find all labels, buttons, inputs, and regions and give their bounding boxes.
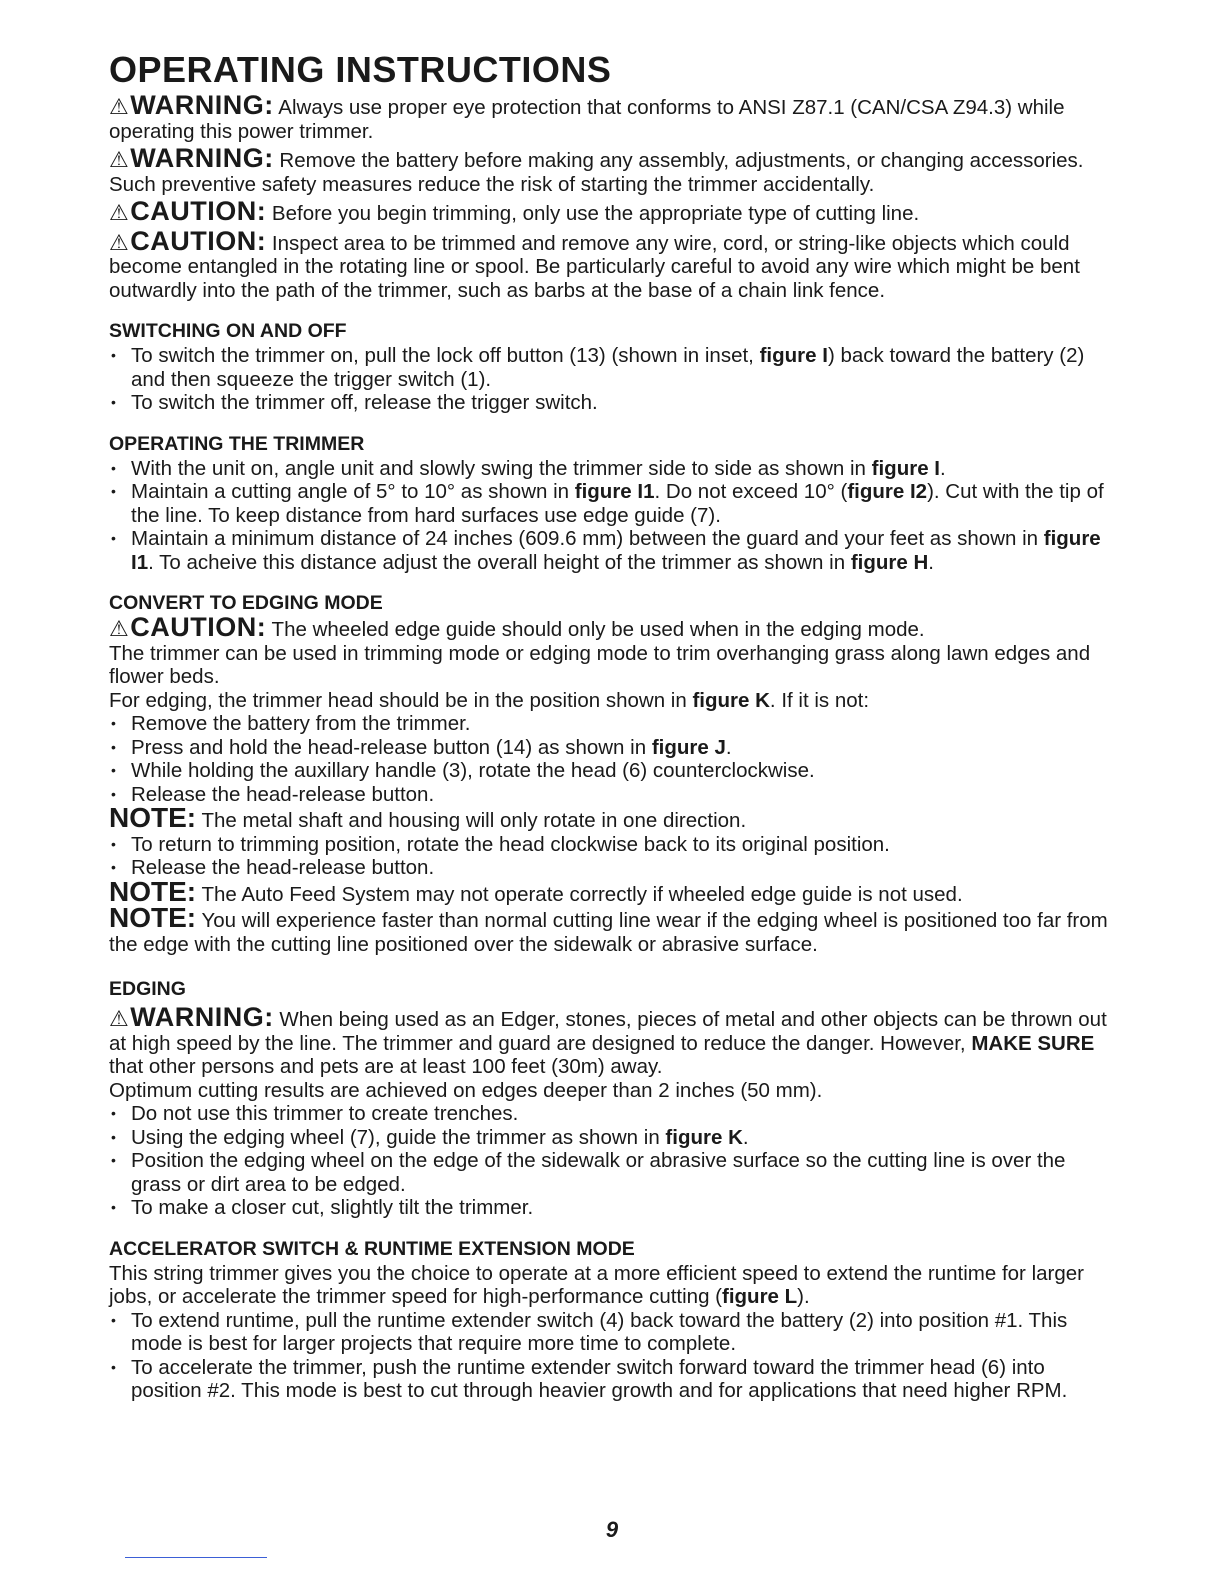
edging-list (109, 1102, 1109, 1220)
convert-paragraph: For edging, the trimmer head should be in the position shown in figure K. If it is not: (109, 688, 870, 712)
warning-triangle-icon: ⚠ (109, 94, 130, 119)
convert-paragraph: The trimmer can be used in trimming mode or edging mode to trim overhanging grass along lawn edges and flower beds. (109, 641, 1091, 688)
list-item: • Press and hold the head-release button (14) as shown in figure J. (109, 736, 1109, 760)
accel-list (109, 1309, 1109, 1403)
figure-ref: figure I2 (847, 480, 928, 503)
list-item: • To switch the trimmer off, release the trigger switch. (109, 391, 1109, 415)
caution-edge-guide: ⚠CAUTION: The wheeled edge guide should only be used when in the edging mode. (109, 612, 925, 642)
caution-label: ⚠CAUTION: (109, 225, 267, 256)
warning-triangle-icon: ⚠ (109, 1006, 130, 1031)
caution-label: ⚠CAUTION: (109, 196, 267, 226)
list-item: • To return to trimming position, rotate the head clockwise back to its original position. (109, 833, 1109, 857)
warning-eye-protection: ⚠WARNING: Always use proper eye protection that conforms to ANSI Z87.1 (CAN/CSA Z94.3) while operating this power trimmer. (109, 90, 1065, 143)
warning-triangle-icon: ⚠ (109, 229, 130, 255)
figure-ref: figure I (759, 344, 828, 367)
page-title: OPERATING INSTRUCTIONS (109, 49, 612, 90)
list-item: • Maintain a cutting angle of 5° to 10° as shown in figure I1. Do not exceed 10° (figure I2). Cut with the tip of the line. To keep distance from hard surfaces use edge guide (7). (109, 480, 1109, 527)
list-item: • Maintain a minimum distance of 24 inches (609.6 mm) between the guard and your feet as shown in figure I1. To acheive this distance adjust the overall height of the trimmer as shown in figure H. (109, 527, 1109, 574)
warning-edger: ⚠WARNING: When being used as an Edger, stones, pieces of metal and other objects can be thrown out at high speed by the line. The trimmer and guard are designed to reduce the danger. However, MAKE SURE that other persons and pets are at least 100 feet (30m) away. (109, 1002, 1107, 1078)
footer-rule (125, 1557, 267, 1558)
figure-ref: figure J (651, 735, 726, 759)
section-heading-switching: SWITCHING ON AND OFF (109, 320, 347, 342)
figure-ref: figure K (665, 1125, 743, 1149)
figure-ref: figure K (692, 688, 770, 712)
list-item: • Release the head-release button. (109, 856, 1109, 880)
note-rotation: NOTE: The metal shaft and housing will only rotate in one direction. (109, 802, 747, 833)
section-heading-edging: EDGING (109, 978, 186, 1000)
section-heading-convert: CONVERT TO EDGING MODE (109, 592, 383, 614)
list-item: • While holding the auxillary handle (3), rotate the head (6) counterclockwise. (109, 759, 1109, 783)
operating-list (109, 457, 1109, 575)
edging-paragraph: Optimum cutting results are achieved on edges deeper than 2 inches (50 mm). (109, 1078, 823, 1102)
list-item: • Remove the battery from the trimmer. (109, 712, 1109, 736)
note-line-wear: NOTE: You will experience faster than normal cutting line wear if the edging wheel is positioned too far from the edge with the cutting line positioned over the sidewalk or abrasive surface. (109, 902, 1108, 956)
warning-triangle-icon: ⚠ (109, 147, 130, 172)
note-label: NOTE: (109, 902, 197, 933)
figure-ref: figure H (850, 550, 929, 574)
switching-list (109, 344, 1109, 415)
list-item: • To make a closer cut, slightly tilt the trimmer. (109, 1196, 1109, 1220)
caution-inspect-area: ⚠CAUTION: Inspect area to be trimmed and remove any wire, cord, or string-like objects which could become entangled in the rotating line or spool. Be particularly careful to avoid any wire which might be bent outwardly into the path of the trimmer, such as barbs at the base of a chain link fence. (109, 225, 1080, 302)
list-item: • To accelerate the trimmer, push the runtime extender switch forward toward the trimmer head (6) into position #2. This mode is best to cut through heavier growth and for applications that need higher RPM. (109, 1356, 1109, 1403)
warning-label: ⚠WARNING: (109, 143, 274, 173)
figure-ref: figure L (722, 1285, 798, 1308)
warning-triangle-icon: ⚠ (109, 200, 130, 225)
note-label: NOTE: (109, 875, 197, 907)
warning-remove-battery: ⚠WARNING: Remove the battery before making any assembly, adjustments, or changing accessories. Such preventive safety measures reduce the risk of starting the trimmer accidentally. (109, 143, 1084, 196)
list-item: • To extend runtime, pull the runtime extender switch (4) back toward the battery (2) into position #1. This mode is best for larger projects that require more time to complete. (109, 1309, 1109, 1356)
caution-label: ⚠CAUTION: (109, 612, 267, 642)
list-item: • Do not use this trimmer to create trenches. (109, 1102, 1109, 1126)
note-label: NOTE: (109, 802, 197, 833)
warning-label: ⚠WARNING: (109, 1002, 274, 1032)
convert-list-2 (109, 833, 1109, 880)
note-auto-feed: NOTE: The Auto Feed System may not operate correctly if wheeled edge guide is not used. (109, 875, 963, 907)
figure-ref: figure I1 (574, 480, 655, 503)
figure-ref: figure I1 (131, 527, 1101, 574)
list-item: • With the unit on, angle unit and slowly swing the trimmer side to side as shown in figure I. (109, 457, 1109, 481)
section-heading-operating: OPERATING THE TRIMMER (109, 432, 365, 455)
list-item: • Release the head-release button. (109, 783, 1109, 807)
warning-triangle-icon: ⚠ (109, 616, 130, 641)
list-item: • Position the edging wheel on the edge of the sidewalk or abrasive surface so the cutting line is over the grass or dirt area to be edged. (109, 1149, 1109, 1196)
section-heading-accelerator: ACCELERATOR SWITCH & RUNTIME EXTENSION MODE (109, 1237, 635, 1260)
figure-ref: figure I (871, 456, 940, 480)
caution-cutting-line: ⚠CAUTION: Before you begin trimming, only use the appropriate type of cutting line. (109, 196, 920, 226)
page-content (109, 50, 1109, 1403)
emphasis-make-sure: MAKE SURE (971, 1031, 1095, 1055)
convert-list (109, 712, 1109, 806)
list-item: • Using the edging wheel (7), guide the trimmer as shown in figure K. (109, 1126, 1109, 1150)
accel-paragraph: This string trimmer gives you the choice to operate at a more efficient speed to extend the runtime for larger jobs, or accelerate the trimmer speed for high-performance cutting (figure L). (109, 1261, 1084, 1308)
warning-label: ⚠WARNING: (109, 90, 274, 120)
list-item: • To switch the trimmer on, pull the lock off button (13) (shown in inset, figure I) back toward the battery (2) and then squeeze the trigger switch (1). (109, 344, 1109, 391)
page-number: 9 (605, 1517, 619, 1542)
